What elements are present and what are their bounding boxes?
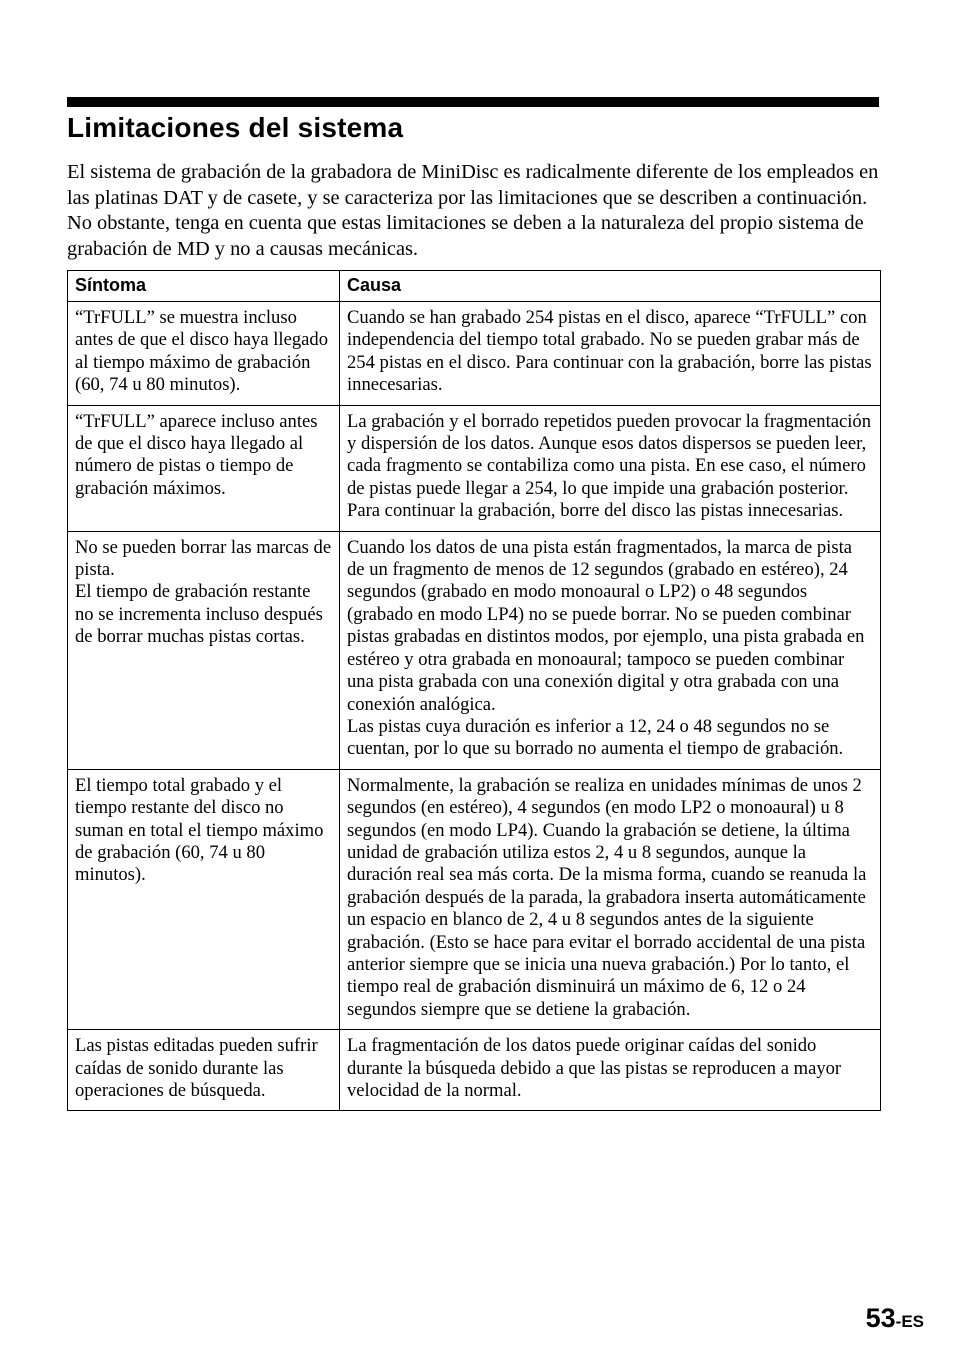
table-row	[68, 769, 881, 1029]
header-sintoma: Síntoma	[68, 271, 340, 302]
sintoma-text: “TrFULL” aparece incluso antes de que el disco haya llegado al número de pistas o tiempo de grabación máximos.	[75, 410, 318, 499]
causa-cell	[340, 302, 881, 406]
intro-paragraph: El sistema de grabación de la grabadora de MiniDisc es radicalmente diferente de los empleados en las platinas DAT y de casete, y se caracteriza por las limitaciones que se describen a continuación. No obstante, tenga en cuenta que estas limitaciones se deben a la naturaleza del propio sistema de grabación de MD y no a causas mecánicas.	[67, 161, 879, 260]
causa-cell	[340, 769, 881, 1029]
table-row	[68, 302, 881, 406]
sintoma-text: No se pueden borrar las marcas de pista.	[75, 536, 332, 581]
sintoma-cell	[68, 769, 340, 1029]
table-row	[68, 405, 881, 531]
sintoma-cell	[68, 1030, 340, 1111]
sintoma-cell	[68, 405, 340, 531]
table-row	[68, 1030, 881, 1111]
page-language-suffix: -ES	[895, 1312, 924, 1331]
sintoma-cell	[68, 302, 340, 406]
table-header-row	[68, 271, 881, 302]
causa-cell	[340, 531, 881, 769]
causa-text: La grabación y el borrado repetidos pueden provocar la fragmentación y dispersión de los datos. Aunque esos datos dispersos se pueden leer, cada fragmento se contabiliza como una pista. En ese caso, el número de pistas puede llegar a 254, lo que impide una grabación posterior. Para continuar la grabación, borre del disco las pistas innecesarias.	[347, 410, 872, 522]
causa-cell	[340, 1030, 881, 1111]
section-top-rule	[67, 97, 879, 107]
causa-cell	[340, 405, 881, 531]
sintoma-text: El tiempo total grabado y el tiempo restante del disco no suman en total el tiempo máximo de grabación (60, 74 u 80 minutos).	[75, 774, 324, 886]
causa-text: La fragmentación de los datos puede originar caídas del sonido durante la búsqueda debido a que las pistas se reproducen a mayor velocidad de la normal.	[347, 1035, 842, 1101]
sintoma-text: El tiempo de grabación restante no se incrementa incluso después de borrar muchas pistas cortas.	[75, 581, 323, 648]
sintoma-text: Las pistas editadas pueden sufrir caídas de sonido durante las operaciones de búsqueda.	[75, 1035, 318, 1101]
sintoma-cell	[68, 531, 340, 769]
header-causa: Causa	[340, 271, 881, 302]
table-row	[68, 531, 881, 769]
causa-text: Cuando los datos de una pista están fragmentados, la marca de pista de un fragmento de menos de 12 segundos (grabado en estéreo), 24 segundos (grabado en modo monoaural o LP2) o 48 segundos (grabado en modo LP4) no se puede borrar. No se pueden combinar pistas grabadas en distintos modos, por ejemplo, una pista grabada en estéreo y otra grabada en monoaural; tampoco se pueden combinar una pista grabada con una conexión digital y otra grabada con una conexión analógica.	[347, 536, 865, 715]
sintoma-text: “TrFULL” se muestra incluso antes de que el disco haya llegado al tiempo máximo de grabación (60, 74 u 80 minutos).	[75, 307, 328, 396]
page-number-value: 53	[865, 1303, 896, 1333]
page-number	[866, 1303, 924, 1334]
section-heading: Limitaciones del sistema	[67, 112, 404, 143]
causa-text: Cuando se han grabado 254 pistas en el disco, aparece “TrFULL” con independencia del tiempo total grabado. No se pueden grabar más de 254 pistas en el disco. Para continuar con la grabación, borre las pistas innecesarias.	[347, 307, 872, 396]
causa-text: Las pistas cuya duración es inferior a 12, 24 o 48 segundos no se cuentan, por lo que su borrado no aumenta el tiempo de grabación.	[347, 715, 844, 760]
causa-text: Normalmente, la grabación se realiza en unidades mínimas de unos 2 segundos (en estéreo), 4 segundos (en modo LP2 o monoaural) u 8 segundos (en modo LP4). Cuando la grabación se detiene, la última unidad de grabación utiliza estos 2, 4 u 8 segundos, aunque la duración real sea más corta. De la misma forma, cuando se reanuda la grabación después de la parada, la grabadora inserta automáticamente un espacio en blanco de 2, 4 u 8 segundos antes de la siguiente grabación. (Esto se hace para evitar el borrado accidental de una pista anterior siempre que se inicia una nueva grabación.) Por lo tanto, el tiempo real de grabación disminuirá un máximo de 6, 12 o 24 segundos siempre que se detiene la grabación.	[347, 774, 867, 1020]
limitations-table	[67, 270, 881, 1111]
